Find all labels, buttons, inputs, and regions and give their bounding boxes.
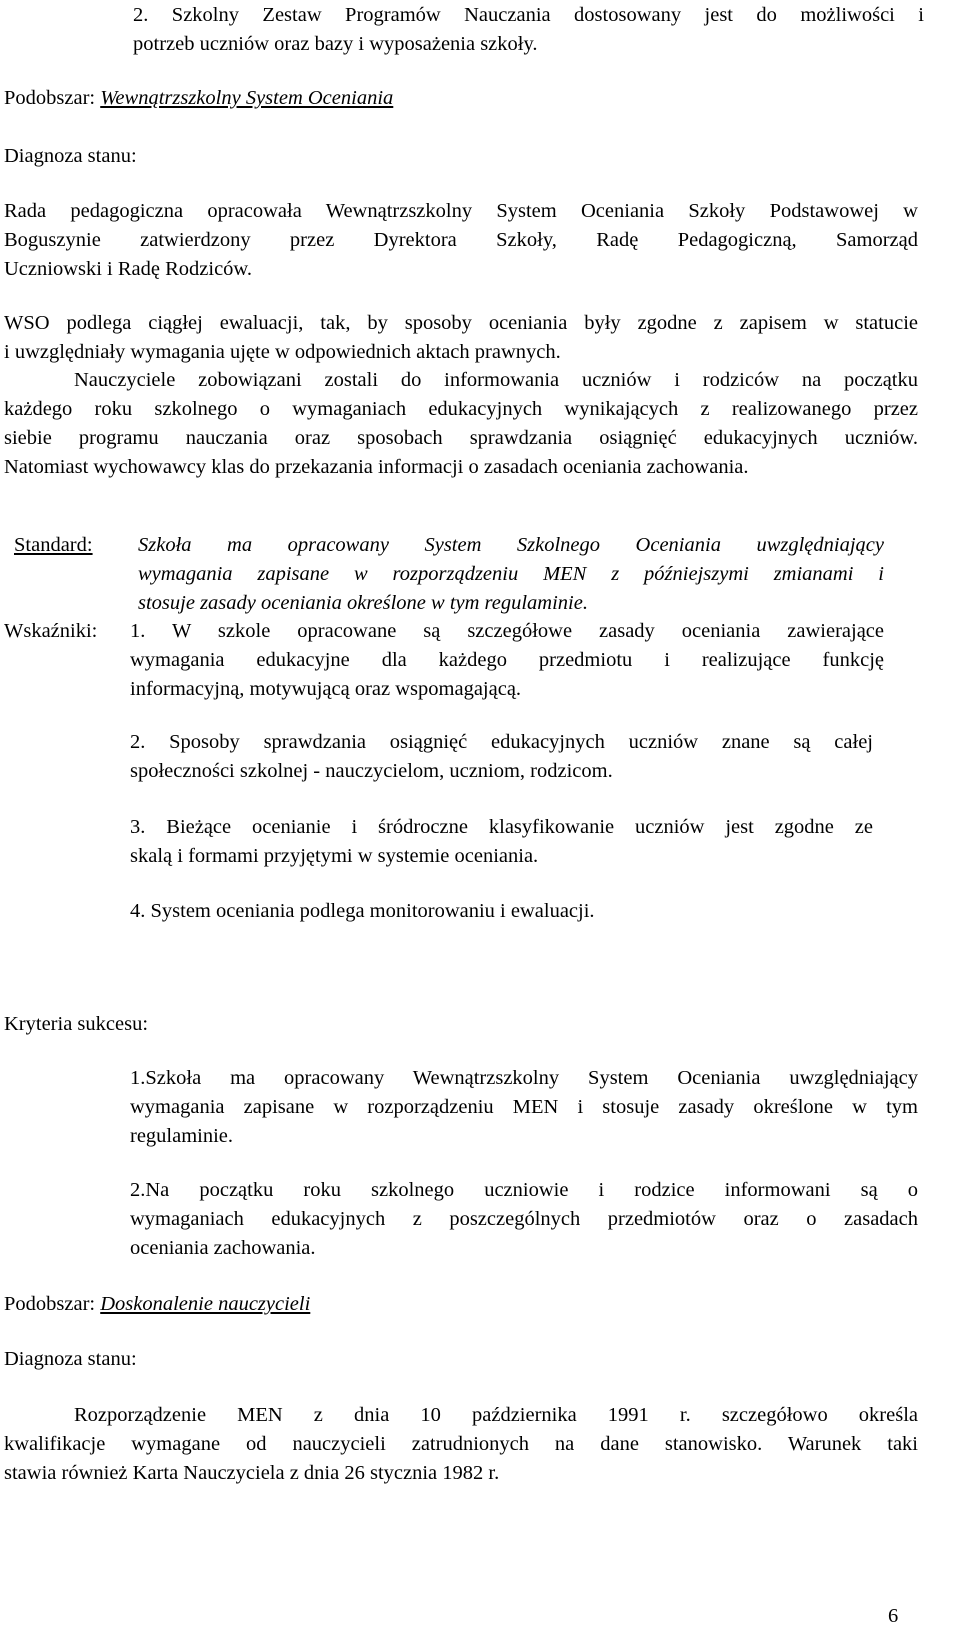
diagnosis-2-label: Diagnoza stanu: xyxy=(4,1348,137,1370)
subarea-2-label: Podobszar: xyxy=(4,1293,96,1315)
indicators-label: Wskaźniki: xyxy=(4,620,98,642)
indicator-1-line: wymagania edukacyjne dla każdego przedmiotu i realizujące funkcję xyxy=(130,649,884,671)
diagnosis-text-line: Rada pedagogiczna opracowała Wewnątrzszkolny System Oceniania Szkoły Podstawowej w xyxy=(4,200,918,222)
criterion-2-line: 2.Na początku roku szkolnego uczniowie i rodzice informowani są o xyxy=(130,1179,918,1201)
criteria-label: Kryteria sukcesu: xyxy=(4,1013,149,1035)
wso-text-line: i uwzględniały wymagania ujęte w odpowiednich aktach prawnych. xyxy=(4,341,561,363)
top-item-line-1: 2. Szkolny Zestaw Programów Nauczania dostosowany jest do możliwości i xyxy=(133,4,924,26)
subarea-label: Podobszar: xyxy=(4,87,96,109)
subarea-heading xyxy=(4,84,393,113)
criterion-1-line: wymagania zapisane w rozporządzeniu MEN i stosuje zasady określone w tym xyxy=(130,1096,918,1118)
diagnosis-2-text-line: Rozporządzenie MEN z dnia 10 października 1991 r. szczegółowo określa xyxy=(74,1404,918,1426)
criterion-1-line: regulaminie. xyxy=(130,1125,234,1147)
diagnosis-text-line: Boguszynie zatwierdzony przez Dyrektora Szkoły, Radę Pedagogiczną, Samorząd xyxy=(4,229,918,251)
indicator-4-line: 4. System oceniania podlega monitorowaniu i ewaluacji. xyxy=(130,900,595,922)
indicator-2-line: społeczności szkolnej - nauczycielom, uczniom, rodzicom. xyxy=(130,760,613,782)
diagnosis-2-text-line: stawia również Karta Nauczyciela z dnia 26 stycznia 1982 r. xyxy=(4,1462,500,1484)
standard-text-line: stosuje zasady oceniania określone w tym regulaminie. xyxy=(138,592,588,614)
wso-text-line: WSO podlega ciągłej ewaluacji, tak, by sposoby oceniania były zgodne z zapisem w statucie xyxy=(4,312,918,334)
diagnosis-2-text-line: kwalifikacje wymagane od nauczycieli zatrudnionych na dane stanowisko. Warunek taki xyxy=(4,1433,918,1455)
standard-text-line: wymagania zapisane w rozporządzeniu MEN z późniejszymi zmianami i xyxy=(138,563,884,585)
diagnosis-text-line: Uczniowski i Radę Rodziców. xyxy=(4,258,253,280)
indicator-3-line: 3. Bieżące ocenianie i śródroczne klasyfikowanie uczniów jest zgodne ze xyxy=(130,816,873,838)
teachers-text-line: Nauczyciele zobowiązani zostali do informowania uczniów i rodziców na początku xyxy=(74,369,918,391)
criterion-2-line: wymaganiach edukacyjnych z poszczególnych przedmiotów oraz o zasadach xyxy=(130,1208,918,1230)
standard-label: Standard: xyxy=(14,534,93,556)
teachers-text-line: Natomiast wychowawcy klas do przekazania informacji o zasadach oceniania zachowania. xyxy=(4,456,749,478)
teachers-text-line: każdego roku szkolnego o wymaganiach edukacyjnych wynikających z realizowanego przez xyxy=(4,398,918,420)
subarea-2-title: Doskonalenie nauczycieli xyxy=(100,1293,311,1315)
subarea-2-heading xyxy=(4,1290,310,1319)
criterion-2-line: oceniania zachowania. xyxy=(130,1237,316,1259)
teachers-text-line: siebie programu nauczania oraz sposobach sprawdzania osiągnięć edukacyjnych uczniów. xyxy=(4,427,918,449)
page-number: 6 xyxy=(888,1605,899,1627)
indicator-2-line: 2. Sposoby sprawdzania osiągnięć edukacyjnych uczniów znane są całej xyxy=(130,731,873,753)
indicator-1-line: 1. W szkole opracowane są szczegółowe zasady oceniania zawierające xyxy=(130,620,884,642)
criterion-1-line: 1.Szkoła ma opracowany Wewnątrzszkolny System Oceniania uwzględniający xyxy=(130,1067,918,1089)
top-item-line-2: potrzeb uczniów oraz bazy i wyposażenia szkoły. xyxy=(133,33,538,55)
indicator-1-line: informacyjną, motywującą oraz wspomagającą. xyxy=(130,678,522,700)
diagnosis-label: Diagnoza stanu: xyxy=(4,145,137,167)
subarea-title: Wewnątrzszkolny System Oceniania xyxy=(100,87,394,109)
indicator-3-line: skalą i formami przyjętymi w systemie oceniania. xyxy=(130,845,539,867)
standard-text-line: Szkoła ma opracowany System Szkolnego Oceniania uwzględniający xyxy=(138,534,884,556)
